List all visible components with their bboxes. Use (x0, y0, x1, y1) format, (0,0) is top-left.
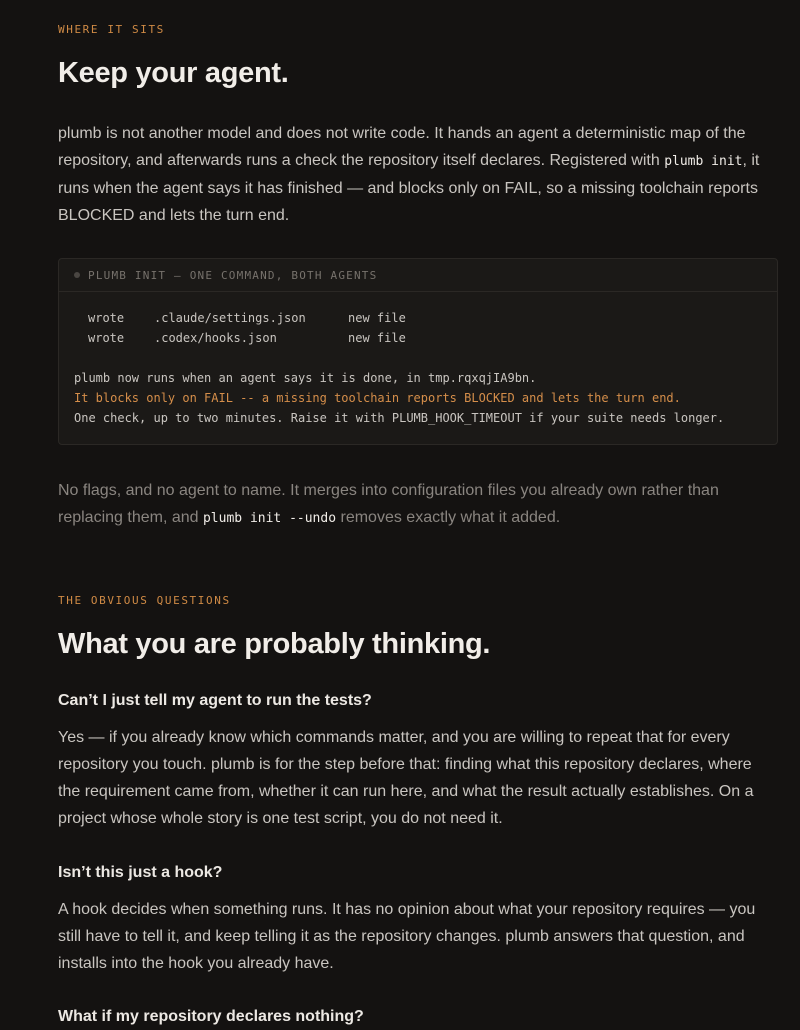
terminal-row-action: wrote (88, 331, 125, 345)
section-title-keep-your-agent: Keep your agent. (58, 57, 289, 89)
terminal-row-path: .codex/hooks.json (154, 331, 277, 345)
terminal-row-status: new file (348, 311, 406, 325)
terminal-output-line: One check, up to two minutes. Raise it with PLUMB_HOOK_TIMEOUT if your suite needs longer. (74, 411, 725, 425)
note-text-part1: No flags, and no agent to name. It merges into configuration files you already own rather than replacing them, and (58, 482, 719, 526)
faq-question: What if my repository declares nothing? (58, 1008, 364, 1025)
section-title-probably-thinking: What you are probably thinking. (58, 628, 491, 660)
faq-answer: Yes — if you already know which commands matter, and you are willing to repeat that for every repository you touch. plumb is for the step before that: finding what this repository declares, where the requirement came from, whether it can run here, and what the result actually establishes. On a project whose whole story is one test script, you do not need it. (58, 729, 754, 827)
section-eyebrow-obvious-questions: THE OBVIOUS QUESTIONS (58, 594, 231, 607)
note-paragraph (58, 477, 778, 532)
terminal-block (58, 258, 778, 445)
terminal-body (59, 292, 777, 428)
terminal-row (74, 308, 762, 328)
faq-question: Isn’t this just a hook? (58, 864, 223, 881)
inline-code-plumb-init: plumb init (664, 154, 743, 169)
inline-code-plumb-init-undo: plumb init --undo (202, 511, 337, 526)
section-eyebrow-where-it-sits: WHERE IT SITS (58, 23, 165, 36)
intro-paragraph (58, 120, 778, 229)
terminal-row-action: wrote (88, 311, 125, 325)
terminal-row-path: .claude/settings.json (154, 311, 306, 325)
terminal-header (59, 259, 777, 292)
terminal-row (74, 328, 762, 348)
dot-icon (74, 272, 80, 278)
terminal-row-status: new file (348, 331, 406, 345)
faq-answer: A hook decides when something runs. It has no opinion about what your repository requires — you still have to tell it, and keep telling it as the repository changes. plumb answers that question, and installs into the hook you already have. (58, 901, 756, 972)
terminal-output-line: plumb now runs when an agent says it is done, in tmp.rqxqjIA9bn. (74, 371, 537, 385)
note-text-part2: removes exactly what it added. (336, 509, 561, 526)
faq-question: Can’t I just tell my agent to run the tests? (58, 692, 372, 709)
terminal-header-label: PLUMB INIT — ONE COMMAND, BOTH AGENTS (88, 268, 378, 282)
intro-text-part1: plumb is not another model and does not write code. It hands an agent a deterministic map of the repository, and afterwards runs a check the repository itself declares. Registered with (58, 125, 746, 169)
terminal-output-line-highlight: It blocks only on FAIL -- a missing toolchain reports BLOCKED and lets the turn end. (74, 391, 681, 405)
intro-text-part2: , it runs when the agent says it has finished — and blocks only on FAIL, so a missing toolchain reports BLOCKED and lets the turn end. (58, 152, 760, 224)
terminal-spacer (74, 348, 762, 368)
